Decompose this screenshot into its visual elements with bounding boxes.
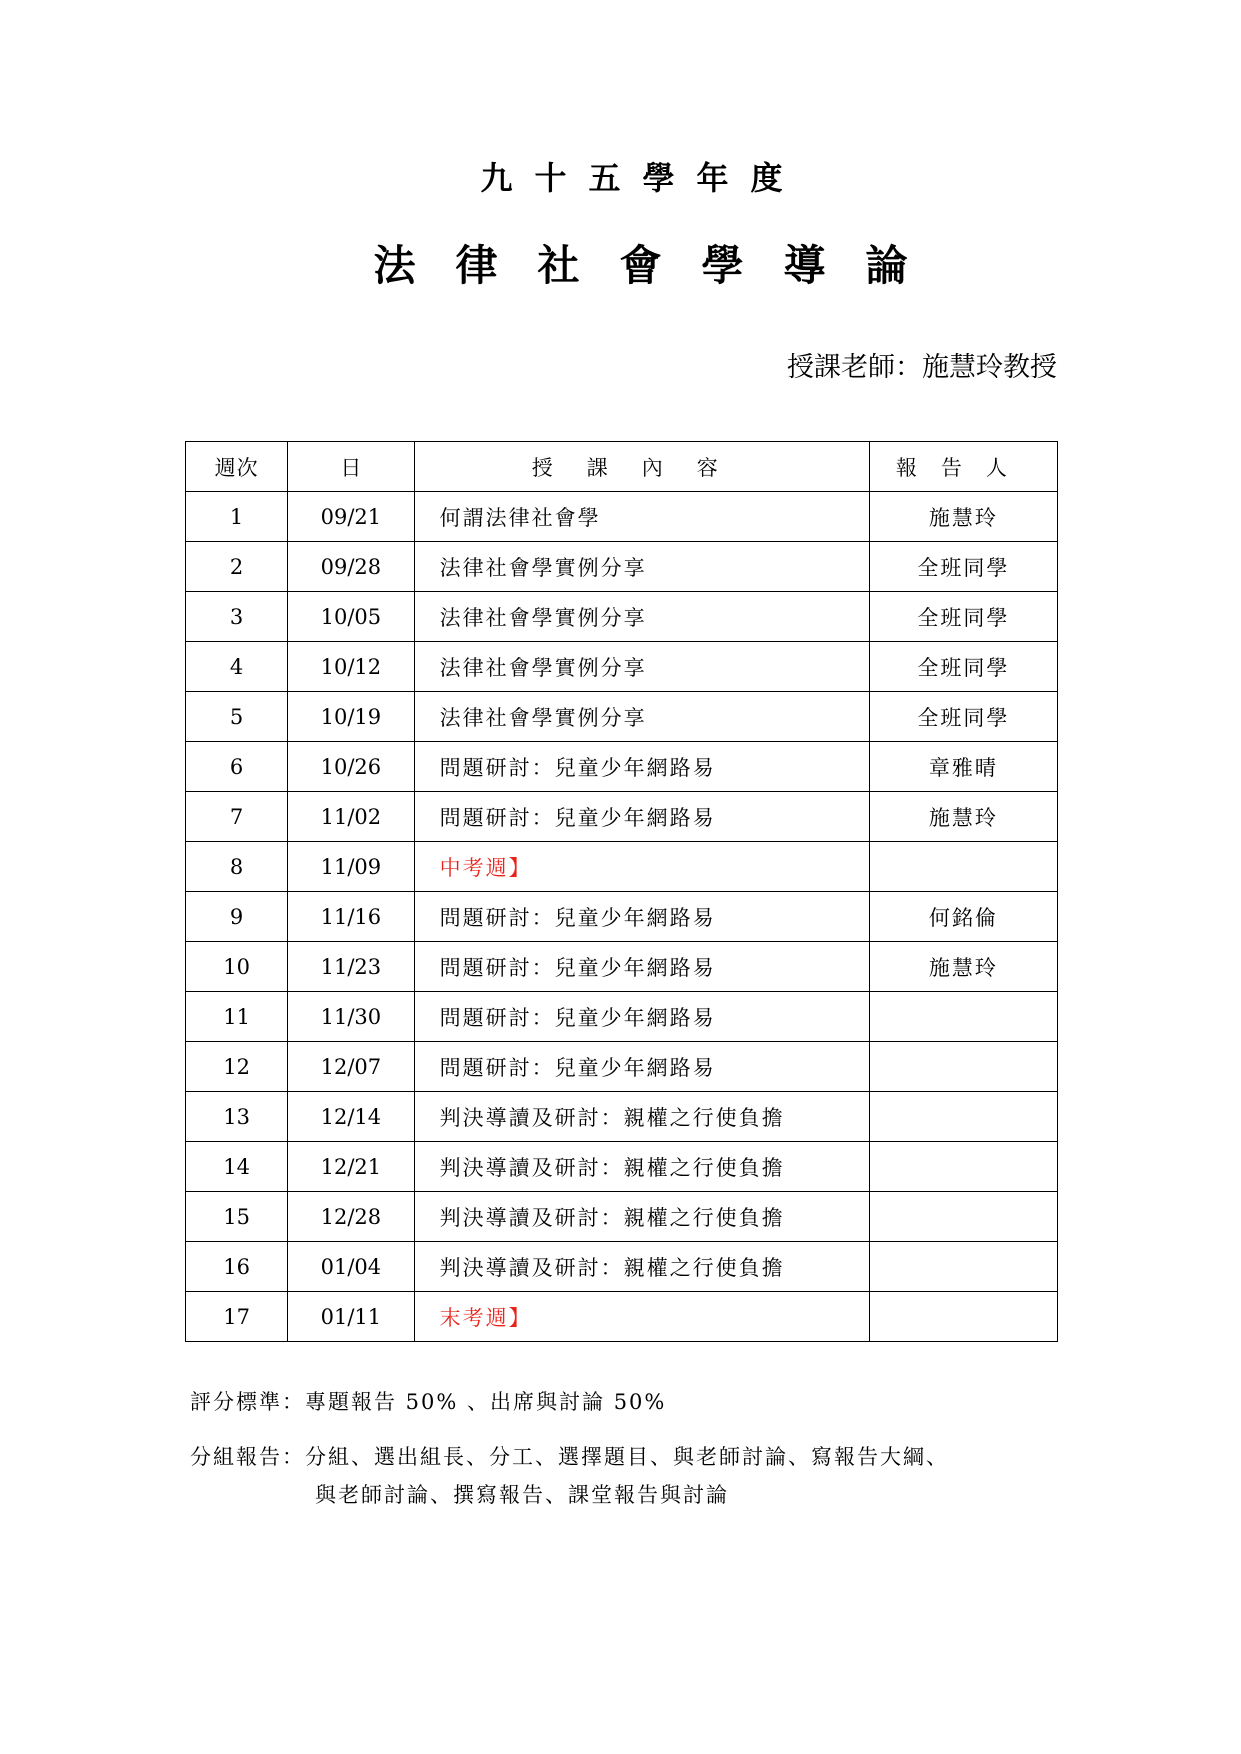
group-report-line-2: 與老師討論、撰寫報告、課堂報告與討論	[315, 1483, 729, 1507]
table-row	[186, 1092, 1058, 1142]
grading-criteria: 評分標準：專題報告 50% 、出席與討論 50%	[190, 1390, 667, 1414]
date-cell: 10/05	[288, 592, 414, 642]
reporter-cell: 全班同學	[869, 592, 1057, 642]
table-row	[186, 692, 1058, 742]
week-cell: 3	[186, 592, 288, 642]
date-cell: 11/09	[288, 842, 414, 892]
week-cell: 15	[186, 1192, 288, 1242]
date-cell: 12/14	[288, 1092, 414, 1142]
week-cell: 2	[186, 542, 288, 592]
header-date: 日	[288, 442, 414, 492]
reporter-cell	[869, 1292, 1057, 1342]
reporter-cell: 全班同學	[869, 542, 1057, 592]
content-cell: 問題研討：兒童少年網路易	[414, 792, 869, 842]
instructor-label: 授課老師：施慧玲教授	[787, 352, 1057, 383]
content-cell: 判決導讀及研討：親權之行使負擔	[414, 1192, 869, 1242]
reporter-cell: 全班同學	[869, 692, 1057, 742]
week-cell: 6	[186, 742, 288, 792]
table-row	[186, 992, 1058, 1042]
content-cell: 問題研討：兒童少年網路易	[414, 892, 869, 942]
reporter-cell: 何銘倫	[869, 892, 1057, 942]
date-cell: 09/28	[288, 542, 414, 592]
table-row	[186, 642, 1058, 692]
group-report-line-1: 分組報告：分組、選出組長、分工、選擇題目、與老師討論、寫報告大綱、	[190, 1445, 949, 1469]
week-cell: 5	[186, 692, 288, 742]
week-cell: 16	[186, 1242, 288, 1292]
reporter-cell	[869, 842, 1057, 892]
date-cell: 12/21	[288, 1142, 414, 1192]
week-cell: 4	[186, 642, 288, 692]
content-cell: 法律社會學實例分享	[414, 692, 869, 742]
week-cell: 13	[186, 1092, 288, 1142]
date-cell: 11/23	[288, 942, 414, 992]
date-cell: 10/26	[288, 742, 414, 792]
date-cell: 01/04	[288, 1242, 414, 1292]
date-cell: 11/16	[288, 892, 414, 942]
table-row	[186, 542, 1058, 592]
year-title: 九十五學年度	[480, 159, 805, 197]
reporter-cell: 施慧玲	[869, 792, 1057, 842]
week-cell: 17	[186, 1292, 288, 1342]
content-cell: 判決導讀及研討：親權之行使負擔	[414, 1092, 869, 1142]
content-cell: 末考週】	[414, 1292, 869, 1342]
content-cell: 判決導讀及研討：親權之行使負擔	[414, 1142, 869, 1192]
table-row	[186, 742, 1058, 792]
schedule-table	[185, 441, 1058, 1342]
content-cell: 問題研討：兒童少年網路易	[414, 1042, 869, 1092]
content-cell: 問題研討：兒童少年網路易	[414, 992, 869, 1042]
reporter-cell: 施慧玲	[869, 492, 1057, 542]
week-cell: 14	[186, 1142, 288, 1192]
table-row	[186, 1292, 1058, 1342]
week-cell: 12	[186, 1042, 288, 1092]
date-cell: 12/07	[288, 1042, 414, 1092]
reporter-cell	[869, 1192, 1057, 1242]
table-row	[186, 942, 1058, 992]
content-cell: 法律社會學實例分享	[414, 592, 869, 642]
table-row	[186, 1242, 1058, 1292]
week-cell: 7	[186, 792, 288, 842]
table-row	[186, 1042, 1058, 1092]
table-row	[186, 492, 1058, 542]
course-title: 法律社會學導論	[373, 241, 948, 290]
date-cell: 01/11	[288, 1292, 414, 1342]
content-cell: 法律社會學實例分享	[414, 642, 869, 692]
header-content: 授課內容	[414, 442, 869, 492]
date-cell: 10/19	[288, 692, 414, 742]
week-cell: 11	[186, 992, 288, 1042]
content-cell: 中考週】	[414, 842, 869, 892]
content-cell: 何謂法律社會學	[414, 492, 869, 542]
week-cell: 9	[186, 892, 288, 942]
schedule-body	[186, 492, 1058, 1342]
table-row	[186, 842, 1058, 892]
week-cell: 10	[186, 942, 288, 992]
table-row	[186, 792, 1058, 842]
reporter-cell: 施慧玲	[869, 942, 1057, 992]
date-cell: 12/28	[288, 1192, 414, 1242]
reporter-cell	[869, 1142, 1057, 1192]
date-cell: 09/21	[288, 492, 414, 542]
table-row	[186, 592, 1058, 642]
reporter-cell	[869, 1242, 1057, 1292]
content-cell: 判決導讀及研討：親權之行使負擔	[414, 1242, 869, 1292]
content-cell: 問題研討：兒童少年網路易	[414, 742, 869, 792]
table-row	[186, 1142, 1058, 1192]
week-cell: 8	[186, 842, 288, 892]
reporter-cell: 章雅晴	[869, 742, 1057, 792]
content-cell: 問題研討：兒童少年網路易	[414, 942, 869, 992]
content-cell: 法律社會學實例分享	[414, 542, 869, 592]
reporter-cell: 全班同學	[869, 642, 1057, 692]
header-reporter: 報告人	[869, 442, 1057, 492]
reporter-cell	[869, 1092, 1057, 1142]
table-row	[186, 892, 1058, 942]
table-header-row	[186, 442, 1058, 492]
date-cell: 11/30	[288, 992, 414, 1042]
reporter-cell	[869, 992, 1057, 1042]
date-cell: 10/12	[288, 642, 414, 692]
reporter-cell	[869, 1042, 1057, 1092]
table-row	[186, 1192, 1058, 1242]
week-cell: 1	[186, 492, 288, 542]
date-cell: 11/02	[288, 792, 414, 842]
header-week: 週次	[186, 442, 288, 492]
